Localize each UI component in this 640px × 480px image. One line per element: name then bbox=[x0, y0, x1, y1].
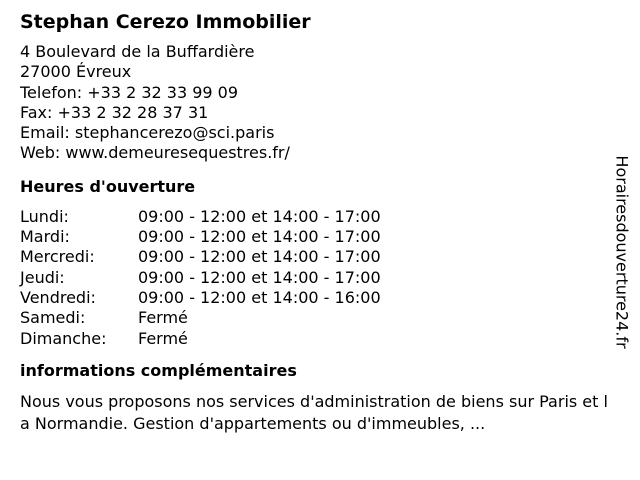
website: Web: www.demeuresequestres.fr/ bbox=[20, 143, 290, 163]
business-card bbox=[20, 10, 610, 435]
day-label: Lundi: bbox=[20, 206, 69, 226]
time-range: 09:00 - 12:00 et 14:00 - 17:00 bbox=[138, 206, 381, 226]
hours-row-saturday bbox=[20, 308, 610, 328]
email-address: Email: stephancerezo@sci.paris bbox=[20, 123, 275, 143]
business-name: Stephan Cerezo Immobilier bbox=[20, 11, 311, 33]
address-city: 27000 Évreux bbox=[20, 62, 132, 82]
time-range: 09:00 - 12:00 et 14:00 - 17:00 bbox=[138, 247, 381, 267]
day-label: Mercredi: bbox=[20, 247, 95, 267]
time-range: 09:00 - 12:00 et 14:00 - 16:00 bbox=[138, 287, 381, 307]
day-label: Dimanche: bbox=[20, 328, 107, 348]
hours-row-tuesday bbox=[20, 227, 610, 247]
hours-row-sunday bbox=[20, 329, 610, 349]
hours-row-monday bbox=[20, 207, 610, 227]
time-range: Fermé bbox=[138, 308, 188, 328]
day-label: Mardi: bbox=[20, 227, 70, 247]
opening-hours-table bbox=[20, 207, 610, 349]
info-heading: informations complémentaires bbox=[20, 360, 297, 380]
fax-number: Fax: +33 2 32 28 37 31 bbox=[20, 102, 209, 122]
time-range: 09:00 - 12:00 et 14:00 - 17:00 bbox=[138, 267, 381, 287]
info-description: Nous vous proposons nos services d'administration de biens sur Paris et la Normandie. Gestion d'appartements ou d'immeubles, ... bbox=[20, 391, 608, 433]
day-label: Samedi: bbox=[20, 308, 86, 328]
hours-heading: Heures d'ouverture bbox=[20, 176, 196, 196]
time-range: 09:00 - 12:00 et 14:00 - 17:00 bbox=[138, 227, 381, 247]
brand-watermark: Horairesdouverture24.fr bbox=[612, 155, 632, 349]
hours-row-friday bbox=[20, 288, 610, 308]
day-label: Vendredi: bbox=[20, 287, 96, 307]
time-range: Fermé bbox=[138, 328, 188, 348]
address-street: 4 Boulevard de la Buffardière bbox=[20, 42, 255, 61]
hours-row-wednesday bbox=[20, 247, 610, 267]
phone-number: Telefon: +33 2 32 33 99 09 bbox=[20, 82, 239, 102]
hours-row-thursday bbox=[20, 268, 610, 288]
day-label: Jeudi: bbox=[20, 267, 65, 287]
